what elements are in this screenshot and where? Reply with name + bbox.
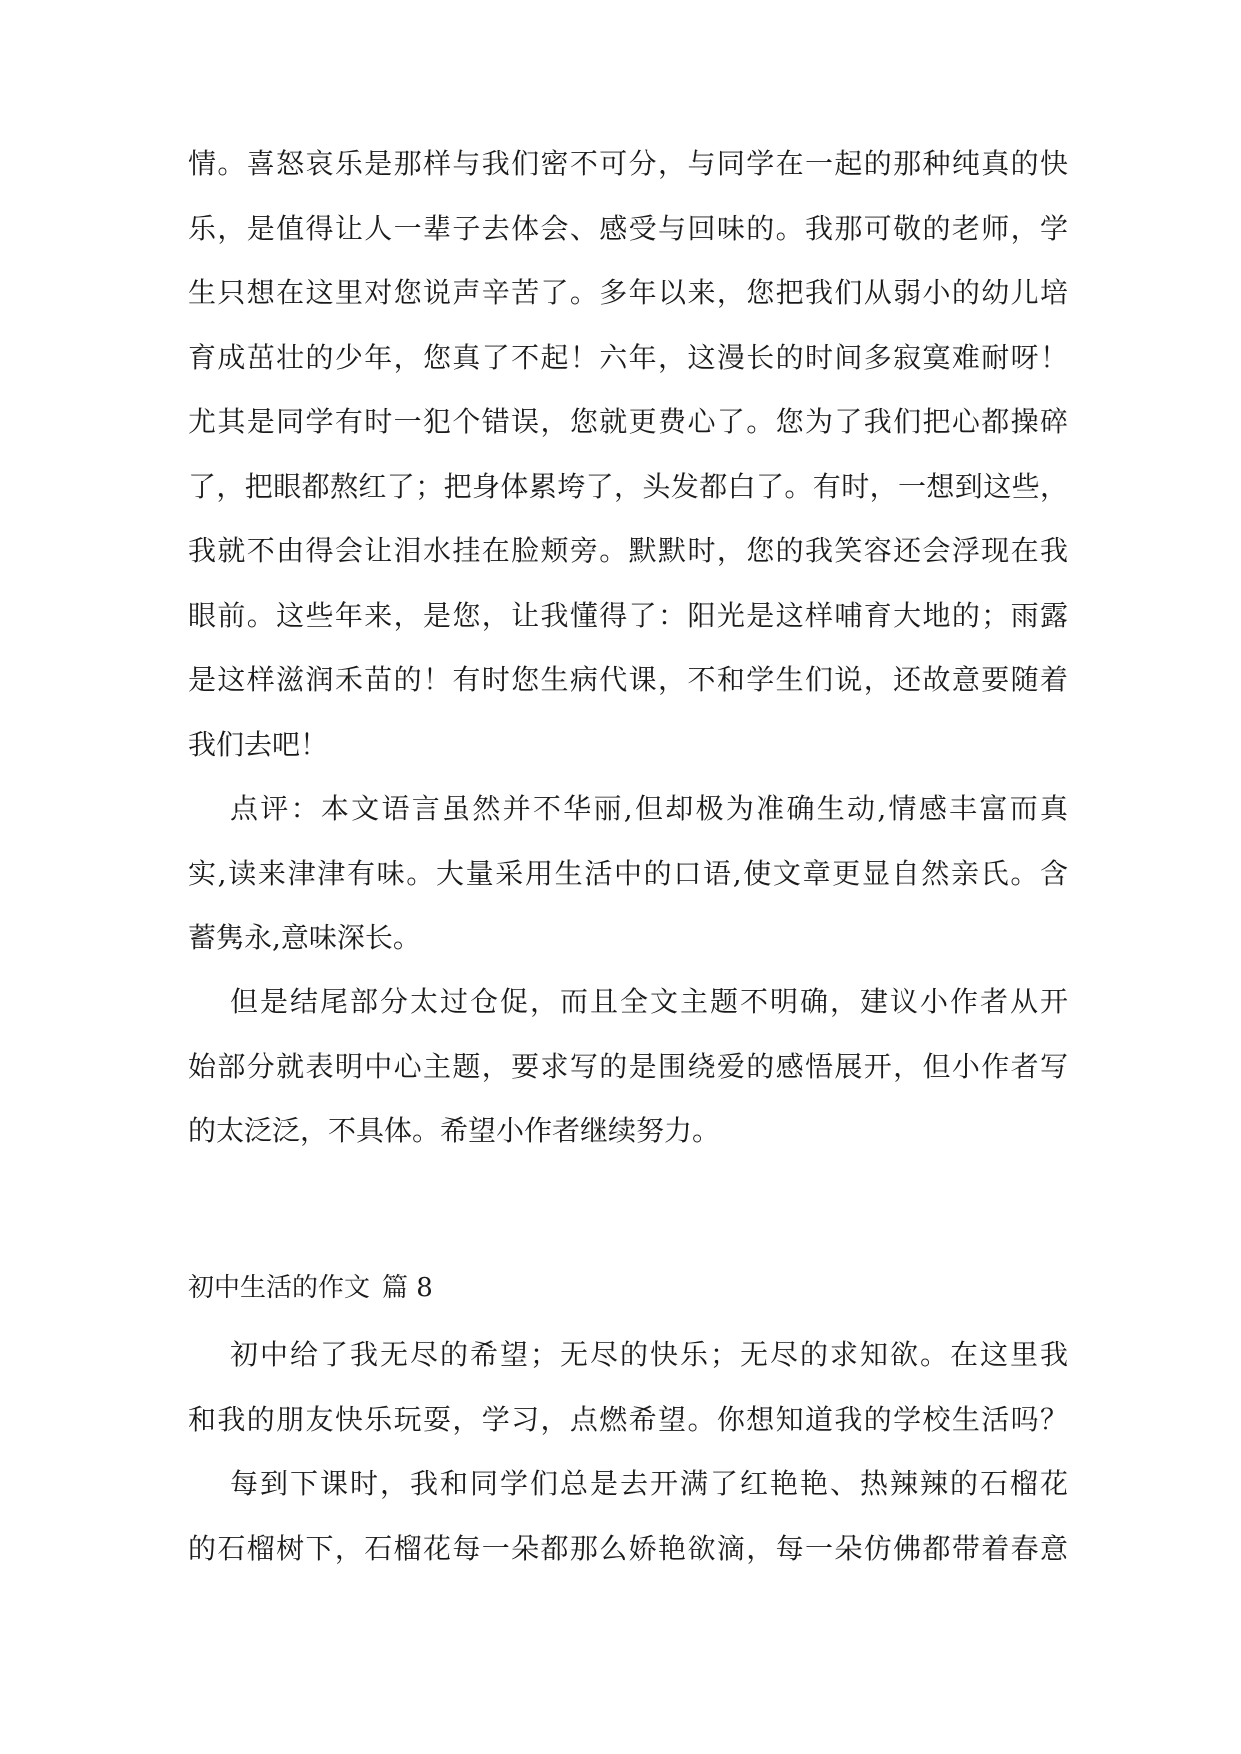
suggestion-paragraph — [188, 970, 1068, 1164]
continuation-paragraph — [188, 132, 1068, 777]
paragraph-line: 情。喜怒哀乐是那样与我们密不可分，与同学在一起的那种纯真的快 — [188, 147, 1068, 180]
section-title: 初中生活的作文 — [188, 1273, 371, 1303]
paragraph-line: 眼前。这些年来，是您，让我懂得了：阳光是这样哺育大地的；雨露 — [188, 598, 1068, 632]
paragraph-line: 蓄隽永,意味深长。 — [188, 921, 421, 954]
comment-paragraph — [188, 777, 1068, 971]
paragraph-line: 的太泛泛，不具体。希望小作者继续努力。 — [188, 1114, 721, 1147]
paragraph-line: 生只想在这里对您说声辛苦了。多年以来，您把我们从弱小的幼儿培 — [188, 276, 1068, 309]
paragraph-line: 育成茁壮的少年，您真了不起！六年，这漫长的时间多寂寞难耐呀！ — [188, 340, 1068, 374]
paragraph-line: 初中给了我无尽的希望；无尽的快乐；无尽的求知欲。在这里我 — [230, 1338, 1068, 1371]
paragraph-line: 每到下课时，我和同学们总是去开满了红艳艳、热辣辣的石榴花 — [230, 1467, 1068, 1500]
paragraph-line: 实,读来津津有味。大量采用生活中的口语,使文章更显自然亲氏。含 — [188, 856, 1068, 890]
paragraph-line: 的石榴树下，石榴花每一朵都那么娇艳欲滴，每一朵仿佛都带着春意 — [188, 1531, 1068, 1565]
section-number: 篇 8 — [382, 1273, 433, 1303]
paragraph-line: 乐，是值得让人一辈子去体会、感受与回味的。我那可敬的老师，学 — [188, 211, 1068, 245]
paragraph-line: 点评：本文语言虽然并不华丽,但却极为准确生动,情感丰富而真 — [230, 792, 1068, 825]
paragraph-line: 但是结尾部分太过仓促，而且全文主题不明确，建议小作者从开 — [230, 985, 1068, 1018]
section-paragraph-2 — [188, 1452, 1068, 1581]
paragraph-line: 我们去吧！ — [188, 727, 329, 761]
paragraph-line: 是这样滋润禾苗的！有时您生病代课，不和学生们说，还故意要随着 — [188, 663, 1068, 696]
section-heading — [188, 1256, 433, 1320]
paragraph-line: 尤其是同学有时一犯个错误，您就更费心了。您为了我们把心都操碎 — [188, 405, 1068, 438]
paragraph-line: 我就不由得会让泪水挂在脸颊旁。默默时，您的我笑容还会浮现在我 — [188, 534, 1068, 567]
paragraph-line: 了，把眼都熬红了；把身体累垮了，头发都白了。有时，一想到这些， — [188, 469, 1068, 503]
section-paragraph-1 — [188, 1323, 1068, 1452]
paragraph-line: 始部分就表明中心主题，要求写的是围绕爱的感悟展开，但小作者写 — [188, 1049, 1068, 1083]
paragraph-line: 和我的朋友快乐玩耍，学习，点燃希望。你想知道我的学校生活吗？ — [188, 1402, 1068, 1436]
